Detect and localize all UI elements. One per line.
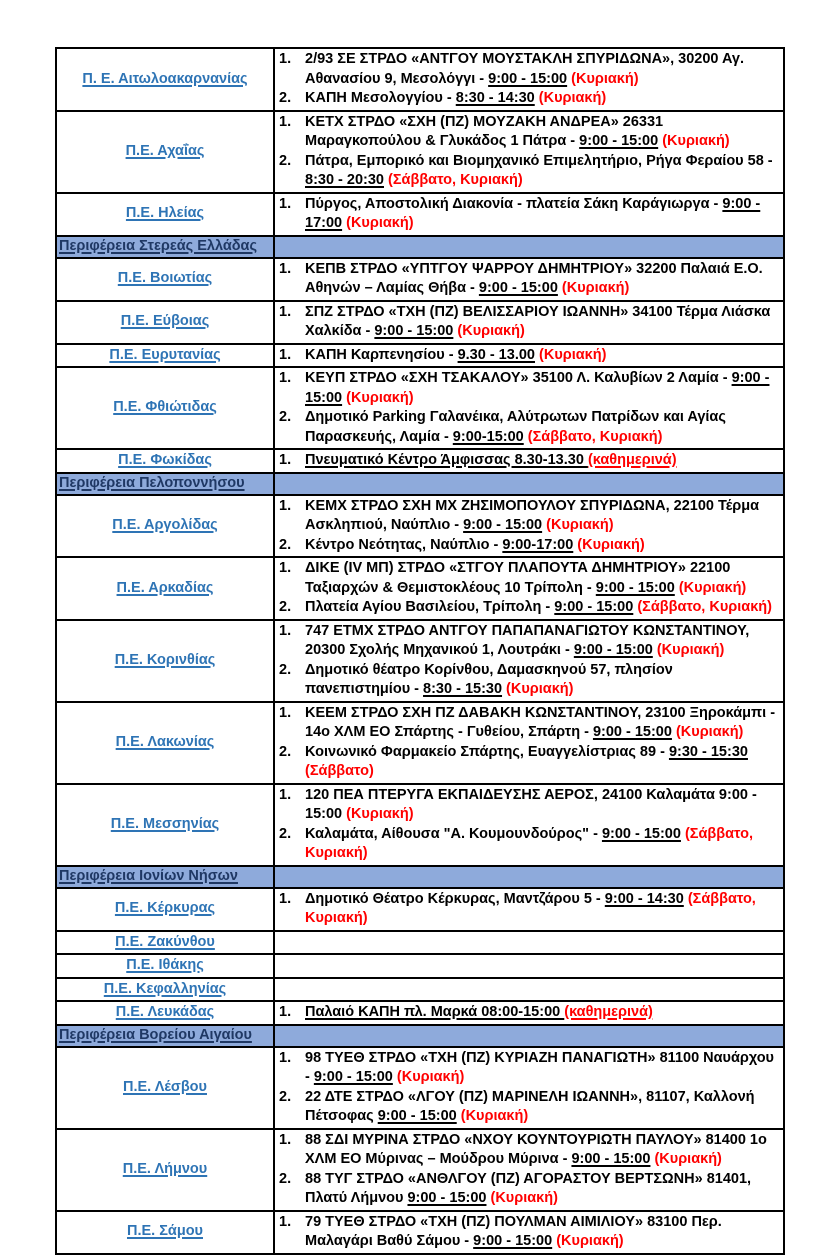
list-item-text	[305, 50, 779, 89]
section-header-spacer-cell	[274, 1025, 784, 1047]
day-note-text: (Κυριακή)	[456, 1108, 529, 1124]
location-text: Δημοτικό θέατρο Κορίνθου, Δαμασκηνού 57, πλησίον πανεπιστημίου -	[305, 661, 673, 697]
location-text: ΣΠΖ ΣΤΡΔΟ «ΤΧΗ (ΠΖ) ΒΕΛΙΣΣΑΡΙΟΥ ΙΩΑΝΝΗ» 34100 Τέρμα Λιάσκα Χαλκίδα -	[305, 303, 771, 339]
section-header-label: Περιφέρεια Πελοποννήσου	[59, 474, 245, 491]
day-note-text: (καθημερινά)	[587, 452, 677, 468]
region-items-cell	[274, 888, 784, 931]
time-range-text: 8:30 - 15:30	[423, 681, 503, 697]
list-item-number: 2.	[279, 661, 292, 678]
table-row	[56, 344, 784, 368]
list-item-text	[305, 622, 779, 661]
list-item	[279, 1088, 779, 1127]
list-item	[279, 890, 779, 929]
list-item	[279, 622, 779, 661]
region-items-cell	[274, 702, 784, 784]
location-text: ΚΑΠΗ Μεσολογγίου -	[305, 90, 456, 106]
time-range-text: 9:00-17:00	[502, 536, 574, 553]
time-range-text: 9:00 - 17:00	[305, 195, 761, 231]
section-header-cell	[56, 866, 274, 888]
region-items-cell	[274, 258, 784, 301]
table-row	[56, 449, 784, 473]
region-items-cell	[274, 111, 784, 193]
time-range-text: 9:00 - 15:00	[573, 642, 653, 658]
region-label: Π.Ε. Ιθάκης	[126, 957, 204, 973]
day-note-text: (Κυριακή)	[392, 1069, 465, 1085]
table-row	[56, 193, 784, 236]
list-item-text	[305, 497, 779, 536]
location-text: 120 ΠΕΑ ΠΤΕΡΥΓΑ ΕΚΠΑΙΔΕΥΣΗΣ ΑΕΡΟΣ, 24100 Καλαμάτα 9:00 - 15:00	[305, 786, 757, 822]
region-items-cell	[274, 367, 784, 449]
list-item	[279, 598, 779, 618]
day-note-text: (Σάββατο, Κυριακή)	[305, 890, 756, 926]
region-label: Π.Ε. Εύβοιας	[120, 313, 210, 330]
list-item-number: 1.	[279, 113, 292, 130]
table-row	[56, 978, 784, 1002]
time-range-text: 9.30 - 13.00	[457, 346, 535, 363]
list-item	[279, 1049, 779, 1088]
region-cell	[56, 301, 274, 344]
day-note-text: (Κυριακή)	[534, 346, 607, 363]
list-item-text	[305, 704, 779, 743]
location-text: ΚΕΥΠ ΣΤΡΔΟ «ΣΧΗ ΤΣΑΚΑΛΟΥ» 35100 Λ. Καλυβίων 2 Λαμία -	[305, 370, 732, 386]
time-range-text: 8:30 - 14:30	[455, 90, 535, 106]
location-text: Δημοτικό Parking Γαλανέικα, Αλύτρωτων Πατρίδων και Αγίας Παρασκευής, Λαμία -	[305, 409, 726, 445]
region-items-cell	[274, 48, 784, 111]
time-range-text: 9:00 - 15:00	[478, 280, 558, 296]
list-item-number: 2.	[279, 1170, 292, 1187]
location-text: 88 ΣΔΙ ΜΥΡΙΝΑ ΣΤΡΔΟ «ΝΧΟΥ ΚΟΥΝΤΟΥΡΙΩΤΗ ΠΑΥΛΟΥ» 81400 1ο ΧΛΜ ΕΟ Μύρινας – Μούδρου Μύρινα -	[305, 1131, 767, 1167]
list-item-number: 1.	[279, 303, 292, 320]
list-item-number: 2.	[279, 743, 292, 760]
day-note-text: (Κυριακή)	[658, 133, 730, 149]
list-item	[279, 152, 779, 191]
table-row	[56, 954, 784, 978]
list-item-text	[305, 369, 779, 408]
section-header-label: Περιφέρεια Ιονίων Νήσων	[59, 867, 238, 884]
list-item	[279, 704, 779, 743]
day-note-text: (Κυριακή)	[486, 1190, 558, 1206]
location-text: 98 ΤΥΕΘ ΣΤΡΔΟ «ΤΧΗ (ΠΖ) ΚΥΡΙΑΖΗ ΠΑΝΑΓΙΩΤΗ» 81100 Ναυάρχου -	[305, 1049, 774, 1085]
region-cell	[56, 193, 274, 236]
list-item-text	[305, 113, 779, 152]
region-cell	[56, 1129, 274, 1211]
section-header-cell	[56, 236, 274, 258]
time-range-text: 9:00 - 15:00	[595, 579, 675, 596]
list-item-text	[305, 1213, 779, 1252]
list-item-number: 1.	[279, 260, 292, 277]
location-text: Πάτρα, Εμπορικό και Βιομηχανικό Επιμελητήριο, Ρήγα Φεραίου 58 -	[305, 152, 773, 169]
list-item	[279, 536, 779, 556]
list-item-text	[305, 1131, 779, 1170]
list-item	[279, 303, 779, 342]
region-label: Π.Ε. Λέσβου	[123, 1078, 207, 1095]
region-cell	[56, 111, 274, 193]
day-note-text: (καθημερινά)	[564, 1004, 653, 1020]
time-range-text: 9:00 - 15:00	[571, 1151, 651, 1167]
list-item-text	[305, 89, 779, 109]
region-label: Π.Ε. Φωκίδας	[118, 452, 212, 468]
section-header-spacer-cell	[274, 866, 784, 888]
day-note-text: (Σάββατο, Κυριακή)	[384, 172, 523, 188]
list-item-text	[305, 260, 779, 299]
list-item	[279, 346, 779, 366]
region-cell	[56, 888, 274, 931]
day-note-text: (Κυριακή)	[671, 724, 744, 740]
list-item-number: 1.	[279, 452, 292, 468]
list-item	[279, 50, 779, 89]
region-cell	[56, 495, 274, 558]
list-item-number: 1.	[279, 346, 292, 363]
section-header-spacer-cell	[274, 473, 784, 495]
region-label: Π.Ε. Σάμου	[126, 1223, 203, 1240]
region-label: Π.Ε. Λακωνίας	[115, 733, 215, 750]
region-items-cell	[274, 1129, 784, 1211]
location-text: ΚΕΕΜ ΣΤΡΔΟ ΣΧΗ ΠΖ ΔΑΒΑΚΗ ΚΩΝΣΤΑΝΤΙΝΟΥ, 23100 Ξηροκάμπι - 14ο ΧΛΜ ΕΟ Σπάρτης - Γυθείου, Σπάρτη -	[305, 704, 776, 740]
location-text: ΚΑΠΗ Καρπενησίου -	[305, 346, 458, 363]
list-item-text	[305, 1003, 779, 1023]
day-note-text: (Κυριακή)	[342, 806, 414, 822]
list-item	[279, 743, 779, 782]
list-item-number: 2.	[279, 90, 292, 106]
location-text: ΚΕΜΧ ΣΤΡΔΟ ΣΧΗ ΜΧ ΖΗΣΙΜΟΠΟΥΛΟΥ ΣΠΥΡΙΔΩΝΑ, 22100 Τέρμα Ασκληπιού, Ναύπλιο -	[305, 497, 760, 533]
list-item-number: 1.	[279, 51, 292, 67]
time-range-text: 9:00 - 15:00	[374, 323, 454, 339]
location-text: Κοινωνικό Φαρμακείο Σπάρτης, Ευαγγελίστριας 89 -	[305, 743, 669, 760]
table-row	[56, 111, 784, 193]
region-items-cell	[274, 931, 784, 955]
region-label: Π.Ε. Λευκάδας	[115, 1004, 215, 1020]
table-row	[56, 1047, 784, 1129]
list-item-text	[305, 1049, 779, 1088]
list-item-text	[305, 346, 779, 366]
list-item	[279, 497, 779, 536]
list-item-number: 1.	[279, 1049, 292, 1066]
list-item-text	[305, 152, 779, 191]
table-row	[56, 702, 784, 784]
table-row	[56, 620, 784, 702]
list-item-text	[305, 451, 779, 471]
list-item	[279, 89, 779, 109]
region-cell	[56, 784, 274, 866]
day-note-text: (Κυριακή)	[674, 579, 747, 596]
list-item-number: 1.	[279, 497, 292, 514]
location-text: 79 ΤΥΕΘ ΣΤΡΔΟ «ΤΧΗ (ΠΖ) ΠΟΥΛΜΑΝ ΑΙΜΙΛΙΟΥ» 83100 Περ. Μαλαγάρι Βαθύ Σάμου -	[305, 1213, 722, 1249]
list-item-number: 1.	[279, 786, 292, 803]
section-header-cell	[56, 473, 274, 495]
region-items-cell	[274, 449, 784, 473]
location-text: 2/93 ΣΕ ΣΤΡΔΟ «ΑΝΤΓΟΥ ΜΟΥΣΤΑΚΛΗ ΣΠΥΡΙΔΩΝΑ», 30200 Αγ. Αθανασίου 9, Μεσολόγγι -	[305, 51, 745, 87]
day-note-text: (Κυριακή)	[557, 280, 630, 296]
list-item-number: 1.	[279, 195, 292, 212]
list-item-text	[305, 890, 779, 929]
regions-table-body	[56, 48, 784, 1254]
list-item-number: 1.	[279, 1213, 292, 1230]
list-item	[279, 1170, 779, 1209]
region-items-cell	[274, 1001, 784, 1025]
list-item	[279, 113, 779, 152]
section-header-row	[56, 473, 784, 495]
regions-schedule-table	[55, 47, 785, 1255]
day-note-text: (Κυριακή)	[502, 681, 574, 697]
time-range-text: Πνευματικό Κέντρο Άμφισσας 8.30-13.30	[305, 452, 588, 468]
table-row	[56, 48, 784, 111]
day-note-text: (Σάββατο)	[305, 763, 374, 779]
region-items-cell	[274, 495, 784, 558]
day-note-text: (Σάββατο, Κυριακή)	[633, 599, 772, 615]
time-range-text: 9:00 - 15:00	[592, 724, 672, 740]
list-item	[279, 195, 779, 234]
list-item	[279, 408, 779, 447]
list-item	[279, 260, 779, 299]
time-range-text: 9:00 - 15:00	[377, 1108, 457, 1124]
list-item-number: 1.	[279, 622, 292, 639]
region-cell	[56, 557, 274, 620]
region-label: Π.Ε. Κεφαλληνίας	[103, 980, 227, 997]
region-items-cell	[274, 1047, 784, 1129]
table-row	[56, 1001, 784, 1025]
region-items-cell	[274, 344, 784, 368]
time-range-text: Παλαιό ΚΑΠΗ πλ. Μαρκά 08:00-15:00	[305, 1004, 565, 1020]
day-note-text: (Κυριακή)	[567, 70, 639, 87]
region-label: Π.Ε. Κέρκυρας	[114, 900, 216, 917]
section-header-cell	[56, 1025, 274, 1047]
table-row	[56, 557, 784, 620]
section-header-label: Περιφέρεια Στερεάς Ελλάδας	[59, 237, 258, 254]
time-range-text: 9:00 - 14:30	[604, 890, 684, 907]
day-note-text: (Σάββατο, Κυριακή)	[523, 428, 663, 445]
region-items-cell	[274, 1211, 784, 1254]
time-range-text: 9:00 - 15:00	[554, 599, 634, 615]
location-text: Καλαμάτα, Αίθουσα "Α. Κουμουνδούρος" -	[305, 825, 602, 842]
section-header-spacer-cell	[274, 236, 784, 258]
section-header-row	[56, 866, 784, 888]
list-item-number: 2.	[279, 409, 292, 425]
time-range-text: 9:00-15:00	[452, 428, 524, 445]
list-item-number: 1.	[279, 370, 292, 386]
location-text: 747 ΕΤΜΧ ΣΤΡΔΟ ΑΝΤΓΟΥ ΠΑΠΑΠΑΝΑΓΙΩΤΟΥ ΚΩΝΣΤΑΝΤΙΝΟΥ, 20300 Σχολής Μηχανικού 1, Λουτράκι -	[305, 622, 750, 658]
region-label: Π.Ε. Μεσσηνίας	[110, 815, 220, 832]
region-items-cell	[274, 784, 784, 866]
region-label: Π.Ε. Αρκαδίας	[116, 579, 214, 596]
location-text: 88 ΤΥΓ ΣΤΡΔΟ «ΑΝΘΛΓΟΥ (ΠΖ) ΑΓΟΡΑΣΤΟΥ ΒΕΡΤΣΩΝΗ» 81401, Πλατύ Λήμνου	[305, 1170, 752, 1206]
table-row	[56, 1211, 784, 1254]
region-label: Π.Ε. Φθιώτιδας	[113, 399, 217, 416]
table-row	[56, 784, 784, 866]
day-note-text: (Κυριακή)	[573, 536, 645, 553]
list-item-number: 2.	[279, 599, 292, 615]
time-range-text: 9:00 - 15:00	[488, 70, 568, 87]
list-item-number: 1.	[279, 704, 292, 721]
region-label: Π.Ε. Βοιωτίας	[117, 270, 213, 287]
region-cell	[56, 1047, 274, 1129]
time-range-text: 9:00 - 15:00	[579, 133, 659, 149]
day-note-text: (Κυριακή)	[652, 642, 725, 658]
region-label: Π.Ε. Λήμνου	[122, 1160, 208, 1177]
list-item-text	[305, 195, 779, 234]
table-row	[56, 258, 784, 301]
list-item-text	[305, 598, 779, 618]
location-text: Πλατεία Αγίου Βασιλείου, Τρίπολη -	[305, 599, 555, 615]
region-cell	[56, 48, 274, 111]
region-cell	[56, 449, 274, 473]
time-range-text: 9:00 - 15:00	[463, 517, 543, 533]
region-label: Π.Ε. Αργολίδας	[112, 517, 218, 533]
list-item	[279, 1213, 779, 1252]
time-range-text: 9:30 - 15:30	[668, 743, 748, 760]
table-row	[56, 495, 784, 558]
time-range-text: 9:00 - 15:00	[407, 1190, 487, 1206]
location-text: ΚΕΤΧ ΣΤΡΔΟ «ΣΧΗ (ΠΖ) ΜΟΥΖΑΚΗ ΑΝΔΡΕΑ» 26331 Μαραγκοπούλου & Γλυκάδος 1 Πάτρα -	[305, 113, 664, 149]
list-item	[279, 559, 779, 598]
location-text: Κέντρο Νεότητας, Ναύπλιο -	[305, 536, 503, 553]
location-text: ΚΕΠΒ ΣΤΡΔΟ «ΥΠΤΓΟΥ ΨΑΡΡΟΥ ΔΗΜΗΤΡΙΟΥ» 32200 Παλαιά Ε.Ο. Αθηνών – Λαμίας Θήβα -	[305, 260, 763, 296]
list-item-number: 2.	[279, 1088, 292, 1105]
region-cell	[56, 1001, 274, 1025]
region-cell	[56, 258, 274, 301]
location-text: Δημοτικό Θέατρο Κέρκυρας, Μαντζάρου 5 -	[305, 890, 605, 907]
region-cell	[56, 344, 274, 368]
list-item-number: 2.	[279, 152, 292, 169]
list-item-text	[305, 825, 779, 864]
day-note-text: (Κυριακή)	[650, 1151, 722, 1167]
table-row	[56, 301, 784, 344]
day-note-text: (Κυριακή)	[534, 90, 607, 106]
list-item	[279, 825, 779, 864]
list-item-text	[305, 661, 779, 700]
list-item-number: 2.	[279, 536, 292, 553]
list-item	[279, 369, 779, 408]
region-items-cell	[274, 193, 784, 236]
list-item-number: 1.	[279, 560, 292, 576]
region-items-cell	[274, 301, 784, 344]
region-label: Π.Ε. Ευρυτανίας	[109, 346, 221, 363]
region-items-cell	[274, 620, 784, 702]
day-note-text: (Σάββατο, Κυριακή)	[305, 825, 753, 861]
region-label: Π.Ε. Ηλείας	[125, 205, 205, 222]
list-item-text	[305, 408, 779, 447]
day-note-text: (Κυριακή)	[552, 1233, 624, 1249]
region-items-cell	[274, 557, 784, 620]
list-item-number: 1.	[279, 890, 292, 907]
table-row	[56, 931, 784, 955]
location-text: 22 ΔΤΕ ΣΤΡΔΟ «ΛΓΟΥ (ΠΖ) ΜΑΡΙΝΕΛΗ ΙΩΑΝΝΗ», 81107, Καλλονή Πέτσοφας	[305, 1088, 755, 1124]
time-range-text: 9:00 - 15:00	[305, 370, 770, 406]
section-header-row	[56, 236, 784, 258]
location-text: ΔΙΚΕ (ΙV ΜΠ) ΣΤΡΔΟ «ΣΤΓΟΥ ΠΛΑΠΟΥΤΑ ΔΗΜΗΤΡΙΟΥ» 22100 Ταξιαρχών & Θεμιστοκλέους 10 Τρίπολη -	[305, 560, 731, 596]
list-item-text	[305, 559, 779, 598]
list-item-text	[305, 536, 779, 556]
section-header-row	[56, 1025, 784, 1047]
table-row	[56, 1129, 784, 1211]
list-item	[279, 451, 779, 471]
list-item	[279, 661, 779, 700]
region-cell	[56, 702, 274, 784]
section-header-label: Περιφέρεια Βορείου Αιγαίου	[59, 1026, 252, 1043]
table-row	[56, 367, 784, 449]
time-range-text: 8:30 - 20:30	[305, 172, 384, 188]
list-item-number: 1.	[279, 1004, 292, 1020]
region-cell	[56, 954, 274, 978]
list-item-number: 1.	[279, 1131, 292, 1148]
list-item-number: 2.	[279, 825, 292, 842]
location-text: Πύργος, Αποστολική Διακονία - πλατεία Σάκη Καράγιωργα -	[305, 195, 723, 212]
region-items-cell	[274, 978, 784, 1002]
list-item-text	[305, 743, 779, 782]
list-item	[279, 786, 779, 825]
region-label: Π.Ε. Κορινθίας	[114, 651, 216, 668]
region-cell	[56, 620, 274, 702]
list-item	[279, 1003, 779, 1023]
region-cell	[56, 978, 274, 1002]
day-note-text: (Κυριακή)	[453, 323, 525, 339]
table-row	[56, 888, 784, 931]
list-item-text	[305, 1170, 779, 1209]
region-label: Π.Ε. Αχαΐας	[125, 142, 205, 159]
time-range-text: 9:00 - 15:00	[313, 1069, 393, 1085]
region-items-cell	[274, 954, 784, 978]
region-label: Π.Ε. Ζακύνθου	[115, 933, 215, 950]
time-range-text: 9:00 - 15:00	[601, 825, 681, 842]
list-item-text	[305, 1088, 779, 1127]
region-label: Π. Ε. Αιτωλοακαρνανίας	[82, 70, 248, 87]
region-cell	[56, 931, 274, 955]
list-item-text	[305, 303, 779, 342]
list-item-text	[305, 786, 779, 825]
region-cell	[56, 367, 274, 449]
list-item	[279, 1131, 779, 1170]
day-note-text: (Κυριακή)	[342, 389, 414, 406]
day-note-text: (Κυριακή)	[542, 517, 614, 533]
region-cell	[56, 1211, 274, 1254]
time-range-text: 9:00 - 15:00	[473, 1233, 553, 1249]
day-note-text: (Κυριακή)	[342, 215, 414, 231]
